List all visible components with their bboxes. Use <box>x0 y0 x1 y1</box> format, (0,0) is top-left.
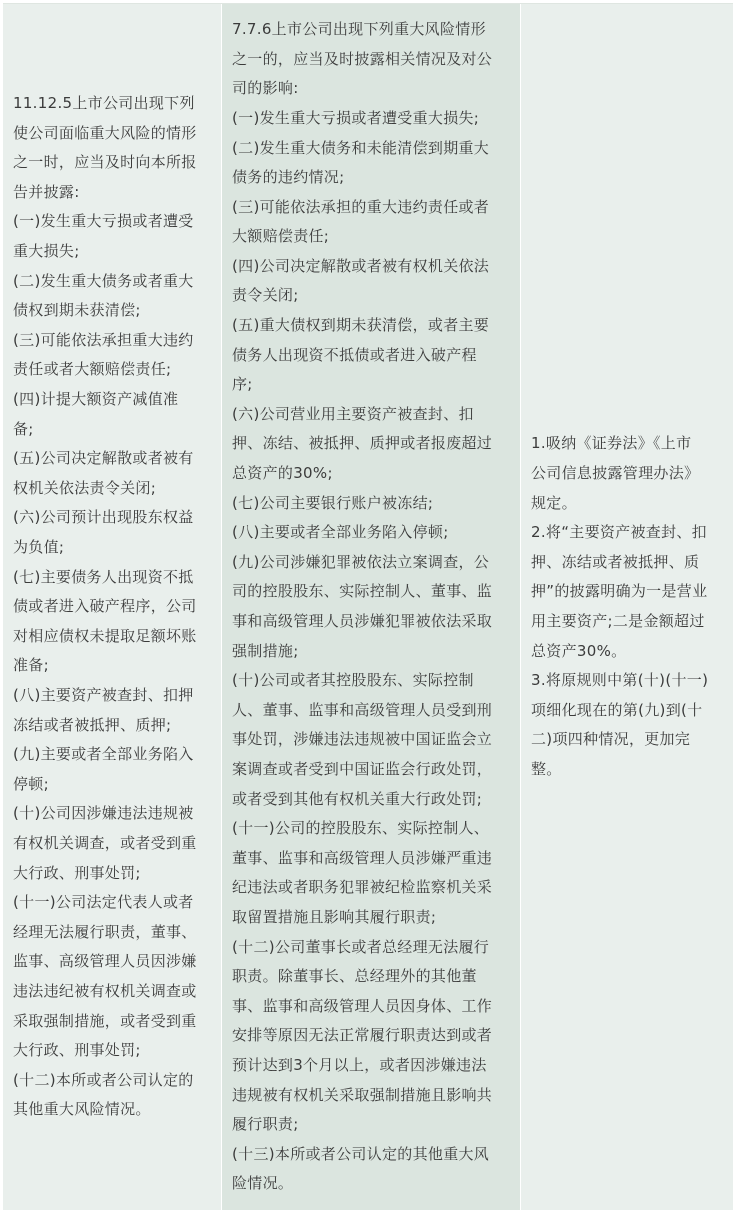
old-rule-line: 大行政、刑事处罚; <box>13 1041 141 1060</box>
new-rule-line: 职责。除董事长、总经理外的其他董 <box>232 967 477 986</box>
new-rule-line: 债务的违约情况; <box>232 168 345 187</box>
notes-line: 3.将原规则中第(十)(十一) <box>531 671 709 690</box>
column-old-rule <box>3 4 221 1210</box>
new-rule-line: 强制措施; <box>232 641 299 660</box>
new-rule-line: (八)主要或者全部业务陷入停顿; <box>232 523 449 542</box>
old-rule-line: 11.12.5上市公司出现下列 <box>13 94 195 113</box>
new-rule-line: (十二)公司董事长或者总经理无法履行 <box>232 937 490 956</box>
old-rule-line: 采取强制措施，或者受到重 <box>13 1011 197 1030</box>
new-rule-line: (四)公司决定解散或者被有权机关依法 <box>232 256 490 275</box>
old-rule-line: 对相应债权未提取足额坏账 <box>13 626 197 645</box>
notes-line: 总资产30%。 <box>531 641 627 660</box>
notes-line: 2.将“主要资产被查封、扣 <box>531 523 707 542</box>
notes-line: 押、冻结或者被抵押、质 <box>531 552 700 571</box>
new-rule-line: (三)可能依法承担的重大违约责任或者 <box>232 197 490 216</box>
notes-line: 用主要资产;二是金额超过 <box>531 612 705 630</box>
old-rule-line: (七)主要债务人出现资不抵 <box>13 567 194 586</box>
new-rule-line: (二)发生重大债务和未能清偿到期重大 <box>232 138 490 157</box>
old-rule-line: 经理无法履行职责，董事、 <box>13 922 197 941</box>
new-rule-line: 7.7.6上市公司出现下列重大风险情形 <box>232 20 486 39</box>
old-rule-line: 监事、高级管理人员因涉嫌 <box>13 952 197 971</box>
old-rule-line: 责任或者大额赔偿责任; <box>13 360 172 379</box>
old-rule-line: 准备; <box>13 656 49 675</box>
new-rule-line: 董事、监事和高级管理人员涉嫌严重违 <box>232 848 493 867</box>
old-rule-line: 债或者进入破产程序，公司 <box>13 597 197 616</box>
new-rule-line: 事处罚，涉嫌违法违规被中国证监会立 <box>232 730 493 749</box>
old-rule-line: 违法违纪被有权机关调查或 <box>13 981 197 1000</box>
old-rule-line: 告并披露: <box>13 182 80 201</box>
new-rule-line: (一)发生重大亏损或者遭受重大损失; <box>232 108 480 127</box>
old-rule-line: 债权到期未获清偿; <box>13 301 141 320</box>
old-rule-line: 之一时，应当及时向本所报 <box>13 153 197 172</box>
old-rule-line: 为负值; <box>13 538 65 557</box>
new-rule-line: 责令关闭; <box>232 286 299 305</box>
new-rule-line: 总资产的30%; <box>232 464 333 483</box>
old-rule-line: 权机关依法责令关闭; <box>13 478 157 497</box>
new-rule-line: 司的影响: <box>232 79 299 98</box>
new-rule-line: (十一)公司的控股股东、实际控制人、 <box>232 819 490 838</box>
notes-line: 二)项四种情况，更加完 <box>531 730 691 749</box>
new-rule-line: 案调查或者受到中国证监会行政处罚， <box>232 759 493 778</box>
old-rule-line: 大行政、刑事处罚; <box>13 863 141 882</box>
notes-line: 押”的披露明确为一是营业 <box>531 582 708 601</box>
old-rule-line: (一)发生重大亏损或者遭受 <box>13 212 194 231</box>
new-rule-line: 之一的，应当及时披露相关情况及对公 <box>232 49 493 68</box>
new-rule-line: 纪违法或者职务犯罪被纪检监察机关采 <box>232 878 493 897</box>
new-rule-line: 取留置措施且影响其履行职责; <box>232 907 437 926</box>
new-rule-line: (五)重大债权到期未获清偿，或者主要 <box>232 316 490 335</box>
old-rule-line: (八)主要资产被查封、扣押 <box>13 685 194 704</box>
comparison-table <box>3 3 733 1210</box>
old-rule-line: (十)公司因涉嫌违法违规被 <box>13 804 194 823</box>
notes-line: 整。 <box>531 759 562 778</box>
new-rule-line: 事、监事和高级管理人员因身体、工作 <box>232 996 493 1015</box>
old-rule-line: (二)发生重大债务或者重大 <box>13 271 194 290</box>
notes-line: 项细化现在的第(九)到(十 <box>531 700 703 719</box>
new-rule-line: (十)公司或者其控股股东、实际控制 <box>232 671 474 690</box>
new-rule-line: 人、董事、监事和高级管理人员受到刑 <box>232 700 493 719</box>
old-rule-line: (三)可能依法承担重大违约 <box>13 330 194 349</box>
old-rule-line: 冻结或者被抵押、质押; <box>13 715 172 734</box>
old-rule-line: (九)主要或者全部业务陷入 <box>13 745 194 764</box>
new-rule-line: 序; <box>232 375 253 394</box>
new-rule-line: 预计达到3个月以上，或者因涉嫌违法 <box>232 1055 487 1074</box>
column-new-rule <box>221 4 521 1210</box>
old-rule-line: (十二)本所或者公司认定的 <box>13 1070 194 1089</box>
old-rule-line: 停顿; <box>13 774 49 793</box>
new-rule-line: 司的控股股东、实际控制人、董事、监 <box>232 582 493 601</box>
new-rule-line: (十三)本所或者公司认定的其他重大风 <box>232 1144 490 1163</box>
new-rule-line: 押、冻结、被抵押、质押或者报废超过 <box>232 434 493 453</box>
old-rule-line: 备; <box>13 419 34 438</box>
old-rule-line: (六)公司预计出现股东权益 <box>13 508 194 527</box>
notes-line: 公司信息披露管理办法》 <box>531 464 700 483</box>
new-rule-line: 债务人出现资不抵债或者进入破产程 <box>232 345 477 364</box>
column-notes <box>521 4 733 1210</box>
new-rule-line: (九)公司涉嫌犯罪被依法立案调查，公 <box>232 552 490 571</box>
new-rule-line: (六)公司营业用主要资产被查封、扣 <box>232 404 474 423</box>
old-rule-line: 有权机关调查，或者受到重 <box>13 833 197 852</box>
old-rule-line: (五)公司决定解散或者被有 <box>13 449 194 468</box>
new-rule-line: 大额赔偿责任; <box>232 227 330 246</box>
new-rule-line: 安排等原因无法正常履行职责达到或者 <box>232 1026 493 1045</box>
old-rule-line: (四)计提大额资产减值准 <box>13 390 179 409</box>
old-rule-line: (十一)公司法定代表人或者 <box>13 893 194 912</box>
new-rule-line: 或者受到其他有权机关重大行政处罚; <box>232 789 483 808</box>
new-rule-line: 违规被有权机关采取强制措施且影响共 <box>232 1085 493 1104</box>
old-rule-line: 其他重大风险情况。 <box>13 1100 151 1119</box>
old-rule-line: 使公司面临重大风险的情形 <box>13 123 197 142</box>
new-rule-line: 履行职责; <box>232 1115 299 1134</box>
new-rule-line: (七)公司主要银行账户被冻结; <box>232 493 434 512</box>
new-rule-line: 事和高级管理人员涉嫌犯罪被依法采取 <box>232 612 493 630</box>
old-rule-line: 重大损失; <box>13 242 80 261</box>
new-rule-line: 险情况。 <box>232 1174 294 1193</box>
notes-line: 规定。 <box>531 493 577 512</box>
notes-line: 1.吸纳《证券法》《上市 <box>531 434 692 453</box>
